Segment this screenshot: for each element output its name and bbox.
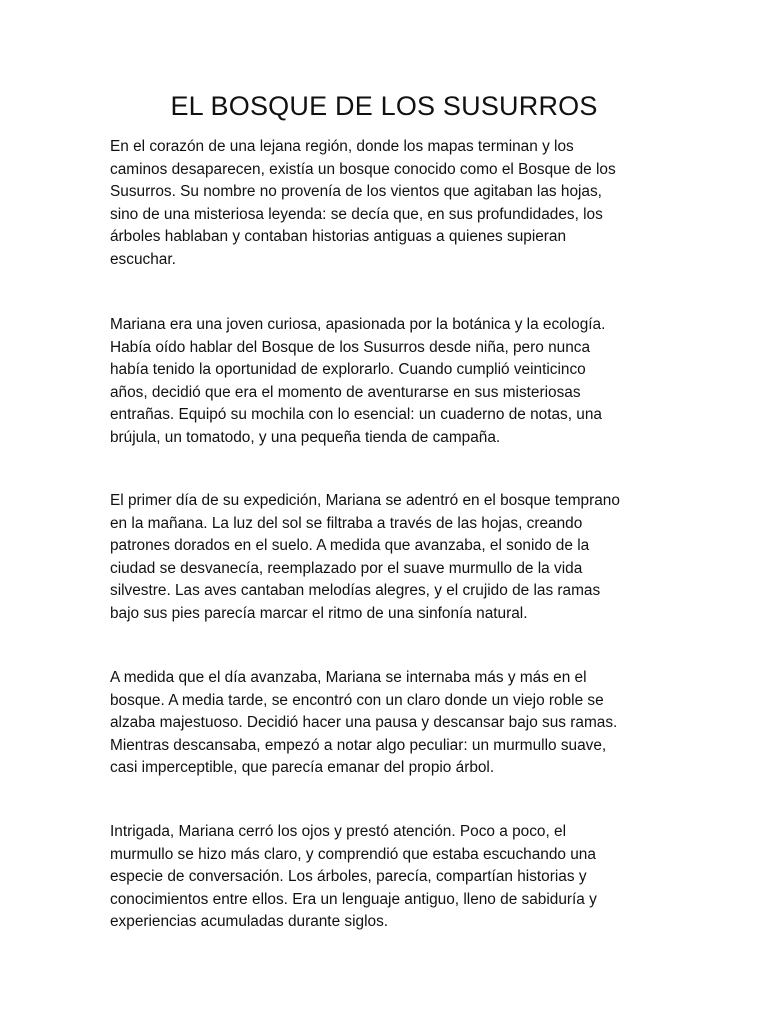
paragraph-line: años, decidió que era el momento de aventurarse en sus misteriosas (110, 383, 581, 401)
paragraph-line: experiencias acumuladas durante siglos. (110, 913, 389, 931)
paragraph-line: Intrigada, Mariana cerró los ojos y prestó atención. Poco a poco, el (110, 823, 566, 840)
paragraph-line: Susurros. Su nombre no provenía de los vientos que agitaban las hojas, (110, 183, 602, 201)
paragraph-line: A medida que el día avanzaba, Mariana se internaba más y más en el (110, 669, 587, 686)
paragraph-line: sino de una misteriosa leyenda: se decía que, en sus profundidades, los (110, 205, 603, 223)
paragraph-line: Mariana era una joven curiosa, apasionada por la botánica y la ecología. (110, 316, 606, 333)
paragraph-line: había tenido la oportunidad de explorarlo. Cuando cumplió veinticinco (110, 361, 586, 379)
paragraph-line: especie de conversación. Los árboles, parecía, compartían historias y (110, 868, 587, 886)
paragraph-5 (110, 821, 670, 934)
paragraph-2 (110, 314, 670, 450)
paragraph-line: murmullo se hizo más claro, y comprendió que estaba escuchando una (110, 845, 596, 863)
paragraph-line: conocimientos entre ellos. Era un lenguaje antiguo, lleno de sabiduría y (110, 890, 597, 908)
paragraph-line: bosque. A media tarde, se encontró con un claro donde un viejo roble se (110, 691, 604, 709)
paragraph-4 (110, 667, 670, 780)
paragraph-line: casi imperceptible, que parecía emanar del propio árbol. (110, 759, 495, 777)
paragraph-line: Mientras descansaba, empezó a notar algo peculiar: un murmullo suave, (110, 736, 607, 754)
paragraph-line: en la mañana. La luz del sol se filtraba a través de las hojas, creando (110, 514, 583, 532)
paragraph-line: árboles hablaban y contaban historias antiguas a quienes supieran (110, 228, 567, 246)
document-title: EL BOSQUE DE LOS SUSURROS (170, 91, 598, 121)
paragraph-line: patrones dorados en el suelo. A medida que avanzaba, el sonido de la (110, 537, 590, 555)
paragraph-1 (110, 136, 670, 272)
paragraph-line: silvestre. Las aves cantaban melodías alegres, y el crujido de las ramas (110, 582, 601, 600)
paragraph-line: En el corazón de una lejana región, donde los mapas terminan y los (110, 138, 574, 155)
paragraph-line: caminos desaparecen, existía un bosque conocido como el Bosque de los (110, 160, 616, 178)
paragraph-line: ciudad se desvanecía, reemplazado por el suave murmullo de la vida (110, 559, 583, 577)
paragraph-3 (110, 490, 670, 626)
paragraph-line: alzaba majestuoso. Decidió hacer una pausa y descansar bajo sus ramas. (110, 714, 618, 732)
paragraph-line: bajo sus pies parecía marcar el ritmo de una sinfonía natural. (110, 604, 528, 622)
paragraph-line: El primer día de su expedición, Mariana se adentró en el bosque temprano (110, 492, 620, 509)
paragraph-line: entrañas. Equipó su mochila con lo esencial: un cuaderno de notas, una (110, 406, 602, 424)
paragraph-line: Había oído hablar del Bosque de los Susurros desde niña, pero nunca (110, 338, 591, 356)
paragraph-line: escuchar. (110, 250, 176, 268)
paragraph-line: brújula, un tomatodo, y una pequeña tienda de campaña. (110, 428, 501, 446)
